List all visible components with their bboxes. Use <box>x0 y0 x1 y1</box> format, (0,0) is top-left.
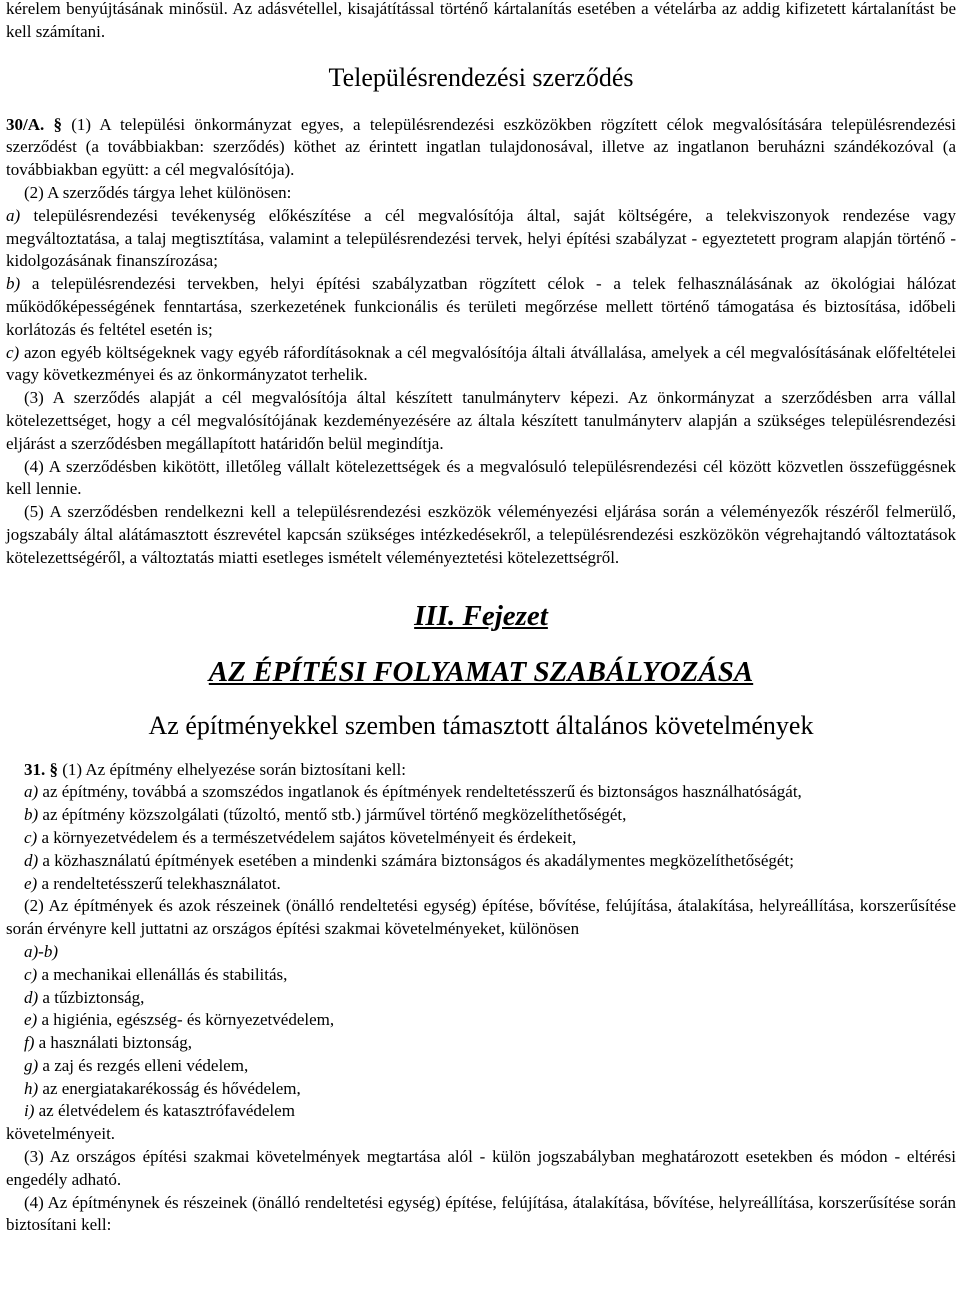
list-item <box>6 1032 956 1055</box>
sec31-paragraph-2-end: követelményeit. <box>6 1124 116 1144</box>
item-mark: b) <box>6 274 21 294</box>
sec31-number: 31. § <box>24 759 58 779</box>
sec30a-paragraph-1 <box>6 114 956 182</box>
list-item <box>6 1100 956 1123</box>
item-mark: c) <box>24 827 38 847</box>
document-page <box>6 0 956 1237</box>
list-item <box>6 964 956 987</box>
sec30a-item-b <box>6 273 956 341</box>
section-heading-30a: Településrendezési szerződés <box>328 62 634 92</box>
item-mark: e) <box>24 873 38 893</box>
item-mark: f) <box>24 1033 35 1053</box>
list-item <box>6 1055 956 1078</box>
item-text: az életvédelem és katasztrófavédelem <box>34 1101 295 1121</box>
list-item <box>6 827 956 850</box>
item-text: azon egyéb költségeknek vagy egyéb ráfordításoknak a cél megvalósítója általi átvállalása, amelyek a cél megvalósításának előfeltételei vagy következményei és az önkormányzatot terhelik. <box>6 342 957 385</box>
list-item <box>6 850 956 873</box>
list-item <box>6 941 956 964</box>
sec31-list-1 <box>6 781 956 895</box>
item-text: a mechanikai ellenállás és stabilitás, <box>37 964 288 984</box>
item-mark: d) <box>24 987 39 1007</box>
list-item <box>6 987 956 1010</box>
list-item <box>6 1009 956 1032</box>
sec31-list-2 <box>6 941 956 1123</box>
section-title: Az építményekkel szemben támasztott általános követelmények <box>148 710 814 740</box>
sec30a-paragraph-4: (4) A szerződésben kikötött, illetőleg vállalt kötelezettségek és a megvalósuló településrendezési cél között közvetlen összefüggésnek kell lennie. <box>6 456 956 499</box>
sec30a-paragraph-5: (5) A szerződésben rendelkezni kell a településrendezési eszközök véleményezési eljárása során a véleményezők részéről felmerülő, jogszabály által alátámasztott észrevétel kapcsán szükséges intézkedésekről, a településrendezési eszközökön végrehajtandó változtatások kötelezettségéről, a változtatás miatti esetleges ismételt véleményeztetési kötelezettségről. <box>6 502 956 567</box>
item-mark: a)-b) <box>24 941 58 961</box>
sec30a-p1-text: (1) A települési önkormányzat egyes, a településrendezési eszközökben rögzített célok megvalósítására településrendezési szerződést (a továbbiakban: szerződés) köthet az érintett ingatlan tulajdonosával, illetve az ingatlanon beruházni szándékozóval (a továbbiakban együtt: a cél megvalósítója). <box>6 114 957 180</box>
chapter-title: III. Fejezet <box>414 599 548 632</box>
item-text: az építmény, továbbá a szomszédos ingatlanok és építmények rendeltetésszerű és biztonságos használhatóságát, <box>38 782 802 802</box>
item-mark: d) <box>24 850 39 870</box>
sec31-paragraph-3: (3) Az országos építési szakmai követelmények megtartása alól - külön jogszabályban meghatározott esetekben és módon - eltérési engedély adható. <box>6 1147 956 1189</box>
item-mark: i) <box>24 1101 35 1121</box>
item-mark: c) <box>6 342 20 362</box>
item-text: a tűzbiztonság, <box>38 987 145 1007</box>
item-text: a környezetvédelem és a természetvédelem sajátos követelményeit és érdekeit, <box>37 827 577 847</box>
sec31-p1-text: (1) Az építmény elhelyezése során biztosítani kell: <box>58 759 406 779</box>
sec31-paragraph-4: (4) Az építménynek és részeinek (önálló rendeltetési egység) építése, felújítása, átalakítása, bővítése, helyreállítása, korszerűsítése során biztosítani kell: <box>6 1192 956 1235</box>
item-text: a zaj és rezgés elleni védelem, <box>38 1055 249 1075</box>
item-text: a közhasználatú építmények esetében a mindenki számára biztonságos és akadálymentes megközelíthetőségét; <box>38 850 794 870</box>
list-item <box>6 804 956 827</box>
sec31-paragraph-1 <box>6 759 956 782</box>
list-item <box>6 781 956 804</box>
item-mark: e) <box>24 1010 38 1030</box>
sec30a-paragraph-3: (3) A szerződés alapját a cél megvalósítója által készített tanulmányterv képezi. Az önkormányzat a szerződésben arra vállal kötelezettséget, hogy a cél megvalósítójának kezdeményezésére az általa készített tanulmányterv alapján a szükséges településrendezési eljárást a szerződésben megállapított határidőn belül megindítja. <box>6 388 956 453</box>
item-text: az energiatakarékosság és hővédelem, <box>38 1078 301 1098</box>
intro-paragraph: kérelem benyújtásának minősül. Az adásvétellel, kisajátítással történő kártalanítás esetében a vételárba az addig kifizetett kártalanítást be kell számítani. <box>6 0 956 41</box>
list-item <box>6 1078 956 1101</box>
chapter-subtitle: AZ ÉPÍTÉSI FOLYAMAT SZABÁLYOZÁSA <box>208 655 754 688</box>
item-mark: h) <box>24 1078 39 1098</box>
item-text: a higiénia, egészség- és környezetvédelem, <box>37 1010 335 1030</box>
item-mark: g) <box>24 1055 39 1075</box>
list-item <box>6 873 956 896</box>
sec31-paragraph-2: (2) Az építmények és azok részeinek (önálló rendeltetési egység) építése, bővítése, felújítása, átalakítása, helyreállítása, korszerűsítése során érvényre kell juttatni az országos építési szakmai követelményeket, különösen <box>6 896 956 939</box>
sec30a-paragraph-2: (2) A szerződés tárgya lehet különösen: <box>24 182 292 202</box>
item-mark: a) <box>24 782 39 802</box>
item-text: településrendezési tevékenység előkészítése a cél megvalósítója által, saját költségére, a telekviszonyok rendezése vagy megváltoztatása, a talaj megtisztítása, valamint a településrendezési tervek, helyi építési szabályzat - egyeztetett program alapján történő - kidolgozásának finanszírozása; <box>6 205 956 271</box>
item-mark: a) <box>6 205 21 225</box>
sec30a-number: 30/A. § <box>6 114 62 134</box>
sec30a-item-c <box>6 342 956 388</box>
item-mark: b) <box>24 805 39 825</box>
item-text: a településrendezési tervekben, helyi építési szabályzatban rögzített célok - a telek felhasználásának az ökológiai hálózat működőképességének fenntartása, szerkezetének funkcionális és területi megőrzése mellett történő támogatása és biztosítása, időbeli korlátozás és feltétel esetén is; <box>6 274 956 339</box>
sec30a-item-a <box>6 205 956 273</box>
item-text: a rendeltetésszerű telekhasználatot. <box>37 873 281 893</box>
item-text: az építmény közszolgálati (tűzoltó, mentő stb.) járművel történő megközelíthetőségét, <box>38 805 627 825</box>
item-text: a használati biztonság, <box>34 1033 193 1053</box>
item-mark: c) <box>24 964 38 984</box>
